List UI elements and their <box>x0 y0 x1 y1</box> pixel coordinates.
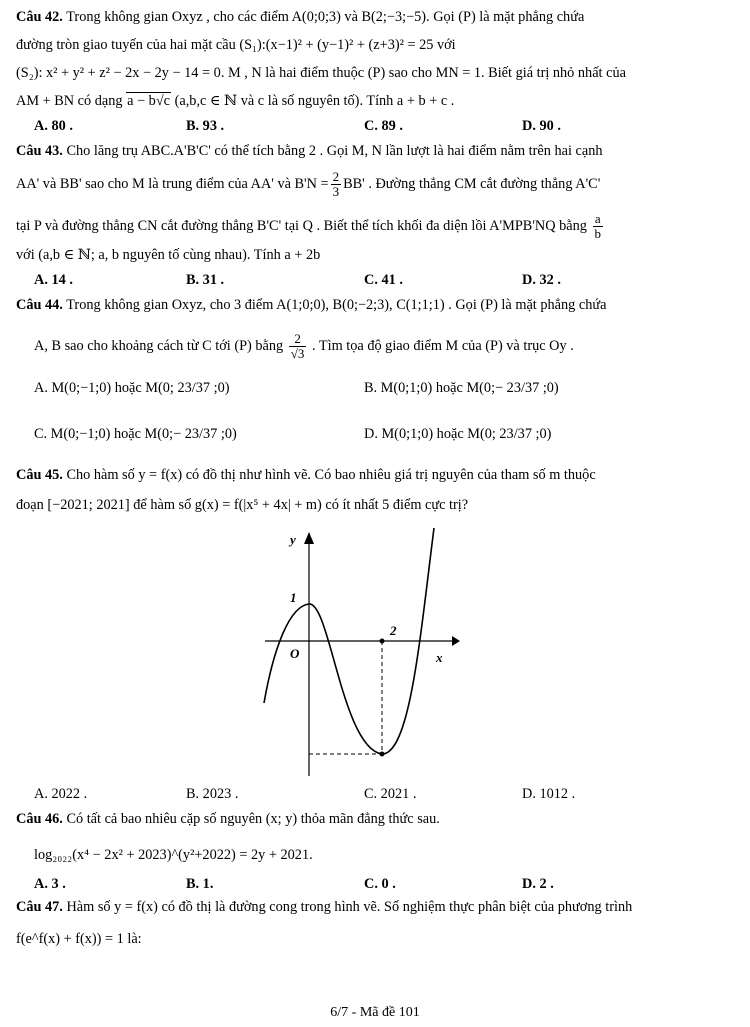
q42-text4a: AM + BN có dạng <box>16 93 123 109</box>
q45-option-d[interactable]: D. 1012 . <box>522 786 576 802</box>
y-label: y <box>290 532 296 547</box>
q46-option-d[interactable]: D. 2 . <box>522 876 554 892</box>
q46-option-b[interactable]: B. 1. <box>186 876 214 892</box>
q43-option-d[interactable]: D. 32 . <box>522 272 561 288</box>
q42-text1: Trong không gian Oxyz , cho các điểm A(0;0;3) và B(2;−3;−5). Gọi (P) là mặt phẳng chứa <box>66 9 585 25</box>
q44-fraction <box>289 332 307 361</box>
x-label: x <box>436 650 443 665</box>
q45-label: Câu 45. <box>16 467 63 483</box>
q47-label: Câu 47. <box>16 899 63 915</box>
q42-line3: (S₂): x² + y² + z² − 2x − 2y − 14 = 0. M , N là hai điểm thuộc (P) sao cho MN = 1. Biết giá trị nhỏ nhất của <box>16 65 626 81</box>
q44-text2a: A, B sao cho khoảng cách từ C tới (P) bằng <box>34 337 284 354</box>
q44-option-b[interactable]: B. M(0;1;0) hoặc M(0;− 23/37 ;0) <box>364 380 559 396</box>
q44-frac-den: √3 <box>290 346 305 361</box>
page-footer: 6/7 - Mã đề 101 <box>330 1005 420 1020</box>
q43-frac2-num: a <box>593 212 604 227</box>
q46-line1 <box>16 810 440 828</box>
q43-line3 <box>16 212 605 241</box>
q43-option-c[interactable]: C. 41 . <box>364 272 403 288</box>
q46-text1: Có tất cả bao nhiêu cặp số nguyên (x; y) thỏa mãn đẳng thức sau. <box>66 811 440 827</box>
q46-option-c[interactable]: C. 0 . <box>364 876 396 892</box>
function-graph <box>260 528 460 778</box>
q44-line1 <box>16 296 606 314</box>
q47-line2: f(e^f(x) + f(x)) = 1 là: <box>16 931 142 947</box>
label-2: 2 <box>390 623 397 638</box>
q44-option-a[interactable]: A. M(0;−1;0) hoặc M(0; 23/37 ;0) <box>34 380 230 396</box>
q43-option-a[interactable]: A. 14 . <box>34 272 73 288</box>
q42-sqrt-expr: a − b√c <box>127 93 171 109</box>
q46-label: Câu 46. <box>16 811 63 827</box>
y-axis-arrow-icon <box>304 532 314 544</box>
q42-option-c[interactable]: C. 89 . <box>364 118 403 134</box>
q42-text4c: (a,b,c ∈ ℕ và c là số nguyên tố). Tính a + b + c . <box>174 93 455 109</box>
q44-label: Câu 44. <box>16 297 63 313</box>
q45-text1: Cho hàm số y = f(x) có đồ thị như hình vẽ. Có bao nhiêu giá trị nguyên của tham số m thuộc <box>66 467 596 483</box>
q43-option-b[interactable]: B. 31 . <box>186 272 225 288</box>
q44-line2 <box>34 332 574 361</box>
q43-text2a: AA' và BB' sao cho M là trung điểm của AA' và B'N = <box>16 175 329 192</box>
q42-option-a[interactable]: A. 80 . <box>34 118 73 134</box>
q43-text3a: tại P và đường thẳng CN cắt đường thẳng B'C' tại Q . Biết thể tích khối đa diện lồi A'MPB'NQ bằng <box>16 217 587 234</box>
point-2 <box>380 639 385 644</box>
q43-line2 <box>16 170 600 199</box>
q45-line1 <box>16 466 596 484</box>
q44-text1: Trong không gian Oxyz, cho 3 điểm A(1;0;0), B(0;−2;3), C(1;1;1) . Gọi (P) là mặt phẳng chứa <box>66 297 607 313</box>
x-axis-arrow-icon <box>452 636 460 646</box>
q46-option-a[interactable]: A. 3 . <box>34 876 66 892</box>
q44-frac-num: 2 <box>289 332 307 347</box>
q43-line4: với (a,b ∈ ℕ; a, b nguyên tố cùng nhau). Tính a + 2b <box>16 247 321 263</box>
origin-label: O <box>290 646 300 661</box>
q42-option-d[interactable]: D. 90 . <box>522 118 561 134</box>
q47-line1 <box>16 898 632 916</box>
q44-text2b: . Tìm tọa độ giao điểm M của (P) và trục Oy . <box>311 337 574 354</box>
q43-frac-num: 2 <box>332 169 340 184</box>
q43-fraction <box>331 170 342 199</box>
point-min <box>380 752 385 757</box>
q43-frac-den: 3 <box>332 184 340 199</box>
q42-option-b[interactable]: B. 93 . <box>186 118 225 134</box>
q44-option-d[interactable]: D. M(0;1;0) hoặc M(0; 23/37 ;0) <box>364 426 552 442</box>
q42-label: Câu 42. <box>16 9 63 25</box>
q42-line1 <box>16 8 584 26</box>
q44-option-c[interactable]: C. M(0;−1;0) hoặc M(0;− 23/37 ;0) <box>34 426 237 442</box>
q45-line2: đoạn [−2021; 2021] để hàm số g(x) = f(|x⁵ + 4x| + m) có ít nhất 5 điểm cực trị? <box>16 497 469 513</box>
q43-fraction-ab <box>593 212 604 241</box>
q43-text1: Cho lăng trụ ABC.A'B'C' có thể tích bằng 2 . Gọi M, N lần lượt là hai điểm nằm trên hai cạnh <box>66 143 603 159</box>
q45-option-a[interactable]: A. 2022 . <box>34 786 88 802</box>
q43-line1 <box>16 142 603 160</box>
q43-text2b: BB' . Đường thẳng CM cắt đường thẳng A'C' <box>343 175 601 192</box>
q42-line2: đường tròn giao tuyến của hai mặt cầu (S₁):(x−1)² + (y−1)² + (z+3)² = 25 với <box>16 37 456 53</box>
q42-line4 <box>16 92 454 110</box>
q47-text1: Hàm số y = f(x) có đồ thị là đường cong trong hình vẽ. Số nghiệm thực phân biệt của phương trình <box>66 899 633 915</box>
q45-option-c[interactable]: C. 2021 . <box>364 786 417 802</box>
label-1: 1 <box>290 590 297 605</box>
q43-label: Câu 43. <box>16 143 63 159</box>
q43-frac2-den: b <box>594 226 601 241</box>
q46-formula: log₂₀₂₂(x⁴ − 2x² + 2023)^(y²+2022) = 2y + 2021. <box>34 847 313 863</box>
q45-option-b[interactable]: B. 2023 . <box>186 786 239 802</box>
